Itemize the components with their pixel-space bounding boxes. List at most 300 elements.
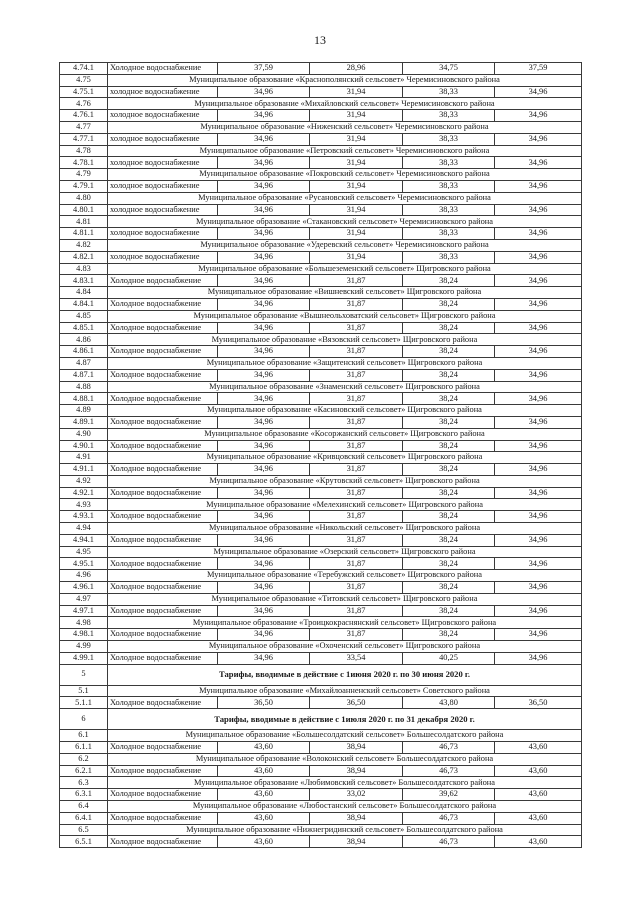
tariff-row <box>60 228 582 240</box>
row-number: 6.1.1 <box>60 742 108 754</box>
service-label: Холодное водоснабжение <box>108 652 218 664</box>
tariff-row <box>60 369 582 381</box>
tariff-row <box>60 133 582 145</box>
municipality-header-row <box>60 428 582 440</box>
tariff-value: 34,75 <box>403 63 495 75</box>
row-number: 4.85.1 <box>60 322 108 334</box>
municipality-name: Муниципальное образование «Михайлоанненский сельсовет» Советского района <box>108 685 582 697</box>
municipality-name: Муниципальное образование «Крутовский сельсовет» Щигровского района <box>108 475 582 487</box>
tariff-value: 38,24 <box>403 534 495 546</box>
municipality-name: Муниципальное образование «Никольский сельсовет» Щигровского района <box>108 523 582 535</box>
tariff-value: 38,24 <box>403 298 495 310</box>
municipality-name: Муниципальное образование «Вишневский сельсовет» Щигровского района <box>108 287 582 299</box>
tariff-value: 34,96 <box>218 487 310 499</box>
municipality-name: Муниципальное образование «Касиновский сельсовет» Щигровского района <box>108 405 582 417</box>
row-number: 4.96 <box>60 570 108 582</box>
tariff-row <box>60 251 582 263</box>
row-number: 6.5.1 <box>60 836 108 848</box>
row-number: 4.84.1 <box>60 298 108 310</box>
row-number: 4.99.1 <box>60 652 108 664</box>
municipality-header-row <box>60 357 582 369</box>
row-number: 4.95 <box>60 546 108 558</box>
row-number: 4.77 <box>60 121 108 133</box>
service-label: Холодное водоснабжение <box>108 63 218 75</box>
municipality-name: Муниципальное образование «Теребужский сельсовет» Щигровского района <box>108 570 582 582</box>
tariff-value: 34,96 <box>218 511 310 523</box>
tariff-value: 34,96 <box>495 275 582 287</box>
tariff-value: 38,33 <box>403 204 495 216</box>
row-number: 6.3.1 <box>60 789 108 801</box>
tariff-value: 38,24 <box>403 487 495 499</box>
tariff-value: 46,73 <box>403 812 495 824</box>
service-label: Холодное водоснабжение <box>108 487 218 499</box>
municipality-name: Муниципальное образование «Большеземенский сельсовет» Щигровского района <box>108 263 582 275</box>
tariff-row <box>60 836 582 848</box>
row-number: 4.80 <box>60 192 108 204</box>
municipality-name: Муниципальное образование «Титовский сельсовет» Щигровского района <box>108 593 582 605</box>
municipality-header-row <box>60 310 582 322</box>
tariff-value: 31,87 <box>310 416 403 428</box>
row-number: 4.86.1 <box>60 346 108 358</box>
row-number: 4.95.1 <box>60 558 108 570</box>
row-number: 4.83 <box>60 263 108 275</box>
row-number: 4.96.1 <box>60 582 108 594</box>
service-label: Холодное водоснабжение <box>108 464 218 476</box>
tariff-value: 38,24 <box>403 582 495 594</box>
tariff-row <box>60 346 582 358</box>
municipality-header-row <box>60 287 582 299</box>
tariff-value: 34,96 <box>218 298 310 310</box>
service-label: Холодное водоснабжение <box>108 789 218 801</box>
tariff-value: 38,24 <box>403 322 495 334</box>
row-number: 4.76.1 <box>60 110 108 122</box>
tariff-row <box>60 742 582 754</box>
tariff-value: 34,96 <box>218 157 310 169</box>
municipality-name: Муниципальное образование «Защитенский сельсовет» Щигровского района <box>108 357 582 369</box>
tariff-value: 34,96 <box>495 629 582 641</box>
row-number: 4.89 <box>60 405 108 417</box>
tariff-value: 38,33 <box>403 133 495 145</box>
municipality-name: Муниципальное образование «Петровский сельсовет» Черемисиновского района <box>108 145 582 157</box>
tariff-value: 34,96 <box>218 558 310 570</box>
tariff-value: 31,87 <box>310 369 403 381</box>
service-label: холодное водоснабжение <box>108 180 218 192</box>
page-number: 13 <box>314 33 326 47</box>
tariff-value: 38,33 <box>403 251 495 263</box>
tariff-value: 43,60 <box>495 836 582 848</box>
service-label: холодное водоснабжение <box>108 251 218 263</box>
row-number: 4.91 <box>60 452 108 464</box>
service-label: Холодное водоснабжение <box>108 697 218 709</box>
tariff-value: 43,60 <box>495 789 582 801</box>
service-label: холодное водоснабжение <box>108 204 218 216</box>
service-label: Холодное водоснабжение <box>108 765 218 777</box>
tariff-value: 34,96 <box>218 110 310 122</box>
municipality-name: Муниципальное образование «Удеревский сельсовет» Черемисиновского района <box>108 239 582 251</box>
municipality-header-row <box>60 593 582 605</box>
service-label: Холодное водоснабжение <box>108 275 218 287</box>
tariff-value: 43,80 <box>403 697 495 709</box>
municipality-name: Муниципальное образование «Михайловский сельсовет» Черемисиновского района <box>108 98 582 110</box>
row-number: 4.86 <box>60 334 108 346</box>
tariff-value: 34,96 <box>495 416 582 428</box>
tariff-row <box>60 204 582 216</box>
municipality-name: Муниципальное образование «Озерский сельсовет» Щигровского района <box>108 546 582 558</box>
row-number: 4.78 <box>60 145 108 157</box>
row-number: 6.4.1 <box>60 812 108 824</box>
service-label: Холодное водоснабжение <box>108 742 218 754</box>
municipality-name: Муниципальное образование «Охоченский сельсовет» Щигровского района <box>108 641 582 653</box>
tariff-value: 39,62 <box>403 789 495 801</box>
tariff-row <box>60 63 582 75</box>
tariff-value: 34,96 <box>495 346 582 358</box>
tariff-value: 34,96 <box>495 464 582 476</box>
tariff-value: 34,96 <box>495 133 582 145</box>
municipality-header-row <box>60 452 582 464</box>
municipality-header-row <box>60 169 582 181</box>
tariff-value: 34,96 <box>495 369 582 381</box>
service-label: Холодное водоснабжение <box>108 605 218 617</box>
row-number: 4.88.1 <box>60 393 108 405</box>
tariff-value: 34,96 <box>495 251 582 263</box>
tariff-value: 31,87 <box>310 275 403 287</box>
tariff-value: 31,87 <box>310 558 403 570</box>
municipality-header-row <box>60 730 582 742</box>
municipality-header-row <box>60 546 582 558</box>
service-label: Холодное водоснабжение <box>108 836 218 848</box>
tariff-value: 34,96 <box>218 440 310 452</box>
municipality-header-row <box>60 685 582 697</box>
row-number: 4.79.1 <box>60 180 108 192</box>
tariff-value: 43,60 <box>495 742 582 754</box>
tariff-value: 34,96 <box>218 251 310 263</box>
tariff-value: 38,24 <box>403 416 495 428</box>
tariff-value: 31,87 <box>310 534 403 546</box>
tariff-value: 38,24 <box>403 558 495 570</box>
tariff-value: 38,33 <box>403 157 495 169</box>
municipality-name: Муниципальное образование «Нижнегридинский сельсовет» Большесолдатского района <box>108 824 582 836</box>
tariff-value: 43,60 <box>218 812 310 824</box>
tariff-row <box>60 393 582 405</box>
service-label: Холодное водоснабжение <box>108 298 218 310</box>
tariff-value: 38,33 <box>403 110 495 122</box>
service-label: холодное водоснабжение <box>108 228 218 240</box>
service-label: Холодное водоснабжение <box>108 322 218 334</box>
tariff-row <box>60 765 582 777</box>
tariff-value: 34,96 <box>495 204 582 216</box>
tariff-value: 34,96 <box>495 558 582 570</box>
municipality-header-row <box>60 499 582 511</box>
tariff-value: 34,96 <box>218 416 310 428</box>
row-number: 4.91.1 <box>60 464 108 476</box>
tariff-value: 34,96 <box>495 180 582 192</box>
tariff-row <box>60 416 582 428</box>
tariff-value: 31,94 <box>310 157 403 169</box>
municipality-header-row <box>60 617 582 629</box>
section-row <box>60 664 582 685</box>
municipality-name: Муниципальное образование «Любимовский сельсовет» Большесолдатского района <box>108 777 582 789</box>
tariff-value: 38,94 <box>310 742 403 754</box>
municipality-header-row <box>60 475 582 487</box>
tariff-row <box>60 298 582 310</box>
municipality-header-row <box>60 570 582 582</box>
tariff-value: 38,94 <box>310 812 403 824</box>
tariff-value: 31,87 <box>310 464 403 476</box>
municipality-name: Муниципальное образование «Троицкокраснянский сельсовет» Щигровского района <box>108 617 582 629</box>
tariff-value: 43,60 <box>495 765 582 777</box>
tariff-value: 43,60 <box>218 836 310 848</box>
tariff-value: 31,94 <box>310 180 403 192</box>
tariff-row <box>60 605 582 617</box>
tariff-value: 37,59 <box>218 63 310 75</box>
tariff-value: 38,24 <box>403 275 495 287</box>
row-number: 4.99 <box>60 641 108 653</box>
tariff-value: 34,96 <box>218 346 310 358</box>
tariff-value: 38,33 <box>403 180 495 192</box>
tariff-value: 31,87 <box>310 440 403 452</box>
row-number: 4.94.1 <box>60 534 108 546</box>
municipality-header-row <box>60 216 582 228</box>
tariff-table <box>59 62 582 848</box>
service-label: Холодное водоснабжение <box>108 812 218 824</box>
tariff-row <box>60 440 582 452</box>
tariff-value: 31,87 <box>310 511 403 523</box>
tariff-value: 34,96 <box>218 86 310 98</box>
row-number: 6.1 <box>60 730 108 742</box>
tariff-value: 38,94 <box>310 836 403 848</box>
row-number: 4.88 <box>60 381 108 393</box>
municipality-header-row <box>60 121 582 133</box>
municipality-name: Муниципальное образование «Мелехинский сельсовет» Щигровского района <box>108 499 582 511</box>
tariff-value: 34,96 <box>218 393 310 405</box>
tariff-value: 34,96 <box>218 204 310 216</box>
tariff-value: 31,87 <box>310 582 403 594</box>
row-number: 6.4 <box>60 801 108 813</box>
tariff-row <box>60 789 582 801</box>
tariff-value: 31,87 <box>310 629 403 641</box>
tariff-value: 34,96 <box>218 534 310 546</box>
tariff-value: 34,96 <box>495 110 582 122</box>
tariff-row <box>60 582 582 594</box>
tariff-value: 34,96 <box>218 369 310 381</box>
municipality-name: Муниципальное образование «Любостанский сельсовет» Большесолдатского района <box>108 801 582 813</box>
tariff-value: 43,60 <box>218 742 310 754</box>
tariff-value: 31,87 <box>310 322 403 334</box>
tariff-table-body <box>60 63 582 848</box>
tariff-value: 31,94 <box>310 204 403 216</box>
municipality-header-row <box>60 824 582 836</box>
row-number: 4.90 <box>60 428 108 440</box>
tariff-value: 31,87 <box>310 346 403 358</box>
tariff-value: 38,33 <box>403 228 495 240</box>
tariff-row <box>60 322 582 334</box>
tariff-value: 31,94 <box>310 251 403 263</box>
service-label: Холодное водоснабжение <box>108 416 218 428</box>
tariff-value: 38,24 <box>403 605 495 617</box>
tariff-value: 33,54 <box>310 652 403 664</box>
municipality-header-row <box>60 523 582 535</box>
row-number: 6.3 <box>60 777 108 789</box>
municipality-header-row <box>60 239 582 251</box>
row-number: 4.82 <box>60 239 108 251</box>
tariff-value: 46,73 <box>403 765 495 777</box>
row-number: 4.81.1 <box>60 228 108 240</box>
tariff-value: 34,96 <box>218 629 310 641</box>
municipality-header-row <box>60 263 582 275</box>
tariff-value: 31,87 <box>310 605 403 617</box>
tariff-value: 36,50 <box>310 697 403 709</box>
tariff-row <box>60 652 582 664</box>
row-number: 6.5 <box>60 824 108 836</box>
municipality-name: Муниципальное образование «Русановский сельсовет» Черемисиновского района <box>108 192 582 204</box>
tariff-value: 38,24 <box>403 369 495 381</box>
service-label: холодное водоснабжение <box>108 110 218 122</box>
tariff-value: 38,94 <box>310 765 403 777</box>
tariff-value: 34,96 <box>495 322 582 334</box>
row-number: 4.76 <box>60 98 108 110</box>
tariff-row <box>60 464 582 476</box>
tariff-value: 38,24 <box>403 393 495 405</box>
row-number: 4.89.1 <box>60 416 108 428</box>
service-label: Холодное водоснабжение <box>108 440 218 452</box>
row-number: 4.98.1 <box>60 629 108 641</box>
tariff-value: 31,87 <box>310 298 403 310</box>
tariff-value: 33,02 <box>310 789 403 801</box>
tariff-value: 43,60 <box>218 765 310 777</box>
municipality-header-row <box>60 641 582 653</box>
tariff-value: 34,96 <box>495 157 582 169</box>
tariff-value: 40,25 <box>403 652 495 664</box>
row-number: 6 <box>60 709 108 730</box>
municipality-header-row <box>60 753 582 765</box>
row-number: 4.92 <box>60 475 108 487</box>
service-label: холодное водоснабжение <box>108 86 218 98</box>
tariff-value: 34,96 <box>495 228 582 240</box>
tariff-value: 43,60 <box>218 789 310 801</box>
tariff-value: 34,96 <box>495 582 582 594</box>
tariff-value: 34,96 <box>218 228 310 240</box>
tariff-value: 31,94 <box>310 133 403 145</box>
municipality-name: Муниципальное образование «Покровский сельсовет» Черемисиновского района <box>108 169 582 181</box>
row-number: 4.98 <box>60 617 108 629</box>
tariff-value: 34,96 <box>495 393 582 405</box>
row-number: 4.82.1 <box>60 251 108 263</box>
row-number: 4.93 <box>60 499 108 511</box>
tariff-row <box>60 812 582 824</box>
tariff-value: 38,24 <box>403 440 495 452</box>
tariff-row <box>60 487 582 499</box>
row-number: 4.78.1 <box>60 157 108 169</box>
row-number: 4.92.1 <box>60 487 108 499</box>
municipality-header-row <box>60 381 582 393</box>
service-label: Холодное водоснабжение <box>108 511 218 523</box>
tariff-row <box>60 558 582 570</box>
municipality-header-row <box>60 777 582 789</box>
tariff-value: 38,24 <box>403 629 495 641</box>
tariff-row <box>60 180 582 192</box>
municipality-name: Муниципальное образование «Волоконский сельсовет» Большесолдатского района <box>108 753 582 765</box>
municipality-header-row <box>60 74 582 86</box>
service-label: Холодное водоснабжение <box>108 582 218 594</box>
row-number: 4.84 <box>60 287 108 299</box>
tariff-value: 34,96 <box>218 180 310 192</box>
row-number: 4.83.1 <box>60 275 108 287</box>
tariff-row <box>60 110 582 122</box>
municipality-header-row <box>60 192 582 204</box>
row-number: 4.74.1 <box>60 63 108 75</box>
row-number: 5.1.1 <box>60 697 108 709</box>
service-label: Холодное водоснабжение <box>108 346 218 358</box>
tariff-value: 34,96 <box>495 298 582 310</box>
tariff-value: 34,96 <box>218 652 310 664</box>
tariff-value: 34,96 <box>218 464 310 476</box>
tariff-row <box>60 534 582 546</box>
municipality-name: Муниципальное образование «Вышнеольховатский сельсовет» Щигровского района <box>108 310 582 322</box>
service-label: холодное водоснабжение <box>108 133 218 145</box>
row-number: 4.79 <box>60 169 108 181</box>
tariff-value: 34,96 <box>218 275 310 287</box>
tariff-row <box>60 157 582 169</box>
tariff-value: 31,94 <box>310 86 403 98</box>
municipality-header-row <box>60 405 582 417</box>
tariff-value: 31,87 <box>310 487 403 499</box>
row-number: 4.80.1 <box>60 204 108 216</box>
municipality-name: Муниципальное образование «Краснополянский сельсовет» Черемисиновского района <box>108 74 582 86</box>
tariff-value: 46,73 <box>403 836 495 848</box>
row-number: 6.2 <box>60 753 108 765</box>
tariff-row <box>60 86 582 98</box>
municipality-name: Муниципальное образование «Вязовский сельсовет» Щигровского района <box>108 334 582 346</box>
service-label: холодное водоснабжение <box>108 157 218 169</box>
tariff-value: 31,87 <box>310 393 403 405</box>
row-number: 5 <box>60 664 108 685</box>
row-number: 4.97 <box>60 593 108 605</box>
row-number: 4.75 <box>60 74 108 86</box>
row-number: 4.87.1 <box>60 369 108 381</box>
row-number: 4.93.1 <box>60 511 108 523</box>
service-label: Холодное водоснабжение <box>108 369 218 381</box>
tariff-value: 38,24 <box>403 346 495 358</box>
section-title: Тарифы, вводимые в действие с 1июня 2020 г. по 30 июня 2020 г. <box>108 664 582 685</box>
tariff-value: 36,50 <box>218 697 310 709</box>
municipality-header-row <box>60 98 582 110</box>
row-number: 5.1 <box>60 685 108 697</box>
tariff-value: 38,24 <box>403 464 495 476</box>
tariff-value: 34,96 <box>218 605 310 617</box>
tariff-value: 28,96 <box>310 63 403 75</box>
service-label: Холодное водоснабжение <box>108 558 218 570</box>
tariff-value: 31,94 <box>310 228 403 240</box>
tariff-row <box>60 629 582 641</box>
tariff-row <box>60 275 582 287</box>
section-title: Тарифы, вводимые в действие с 1июля 2020 г. по 31 декабря 2020 г. <box>108 709 582 730</box>
municipality-header-row <box>60 145 582 157</box>
municipality-name: Муниципальное образование «Косоржанский сельсовет» Щигровского района <box>108 428 582 440</box>
tariff-value: 34,96 <box>495 86 582 98</box>
row-number: 4.97.1 <box>60 605 108 617</box>
tariff-value: 34,96 <box>495 487 582 499</box>
tariff-value: 34,96 <box>495 511 582 523</box>
row-number: 4.75.1 <box>60 86 108 98</box>
municipality-name: Муниципальное образование «Кривцовский сельсовет» Щигровского района <box>108 452 582 464</box>
tariff-value: 34,96 <box>218 322 310 334</box>
tariff-value: 34,96 <box>495 605 582 617</box>
tariff-value: 34,96 <box>495 440 582 452</box>
tariff-value: 43,60 <box>495 812 582 824</box>
row-number: 4.77.1 <box>60 133 108 145</box>
tariff-value: 34,96 <box>218 582 310 594</box>
service-label: Холодное водоснабжение <box>108 534 218 546</box>
